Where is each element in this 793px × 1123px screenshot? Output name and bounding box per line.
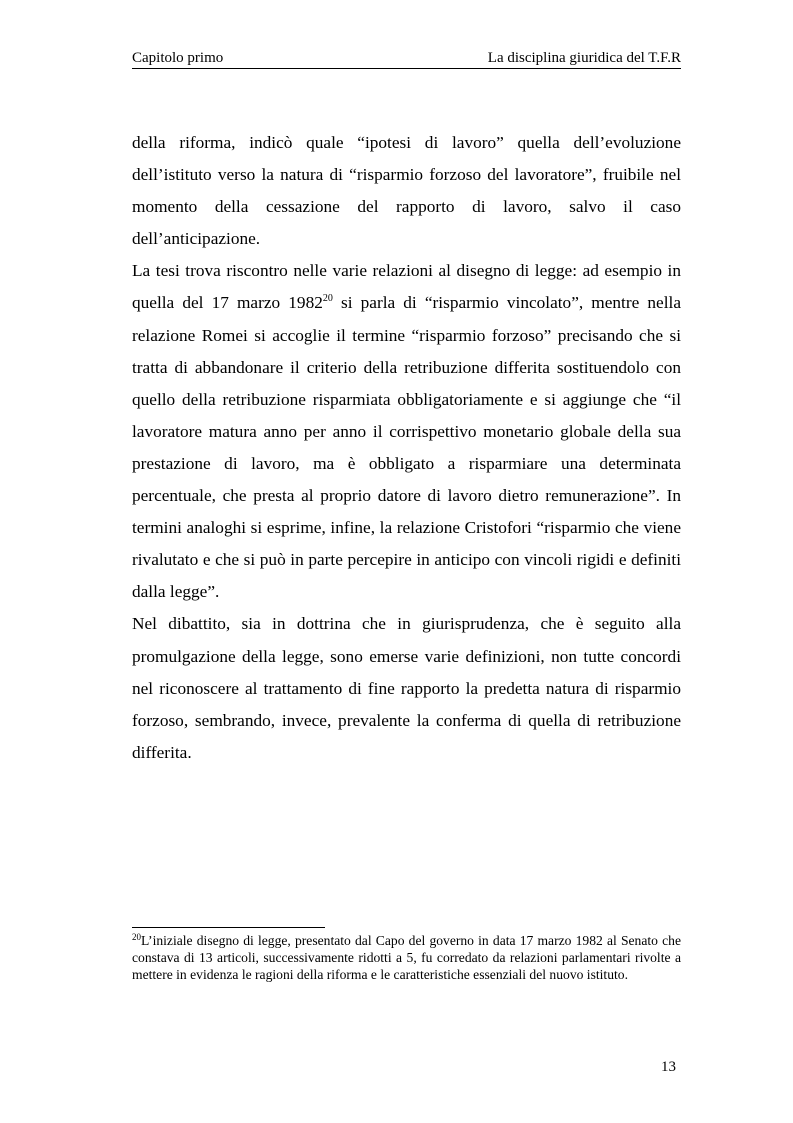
footnote-divider xyxy=(132,927,325,928)
main-text xyxy=(132,127,681,769)
header-divider xyxy=(132,68,681,69)
running-header-title: La disciplina giuridica del T.F.R xyxy=(487,50,681,66)
footnote-text: L’iniziale disegno di legge, presentato dal Capo del governo in data 17 marzo 1982 al Senato che constava di 13 articoli, successivamente ridotti a 5, fu corredato da relazioni parlamentari rivolte a mettere in evidenza le ragioni della riforma e le caratteristiche essenziali del nuovo istituto. xyxy=(132,933,681,982)
footnote-20 xyxy=(132,933,681,983)
paragraph-2 xyxy=(132,255,681,608)
paragraph-3: Nel dibattito, sia in dottrina che in giurisprudenza, che è seguito alla promulgazione della legge, sono emerse varie definizioni, non tutte concordi nel riconoscere al trattamento di fine rapporto la predetta natura di risparmio forzoso, sembrando, invece, prevalente la conferma di quella di retribuzione differita. xyxy=(132,614,681,762)
running-header-chapter: Capitolo primo xyxy=(132,50,224,66)
footnote-reference-20[interactable]: 20 xyxy=(322,293,333,305)
paragraph-2-text-end: si parla di “risparmio vincolato”, mentre nella relazione Romei si accoglie il termine “risparmio forzoso” precisando che si tratta di abbandonare il criterio della retribuzione differita sostituendolo con quello della retribuzione risparmiata obbligatoriamente e si aggiunge che “il lavoratore matura anno per anno il corrispettivo monetario globale della sua prestazione di lavoro, ma è obbligato a risparmiare una determinata percentuale, che presta al proprio datore di lavoro dietro remunerazione”. In termini analoghi si esprime, infine, la relazione Cristofori “risparmio che viene rivalutato e che si può in parte percepire in anticipo con vincoli rigidi e definiti dalla legge”. xyxy=(132,293,681,602)
footnote-number: 20 xyxy=(132,932,141,942)
page-number: 13 xyxy=(661,1059,676,1075)
paragraph-2-text-start: La tesi trova riscontro nelle varie relazioni al disegno di legge: ad esempio in quella del 17 marzo 1982 xyxy=(132,261,681,313)
paragraph-1: della riforma, indicò quale “ipotesi di lavoro” quella dell’evoluzione dell’istituto verso la natura di “risparmio forzoso del lavoratore”, fruibile nel momento della cessazione del rapporto di lavoro, salvo il caso dell’anticipazione. xyxy=(132,133,681,249)
